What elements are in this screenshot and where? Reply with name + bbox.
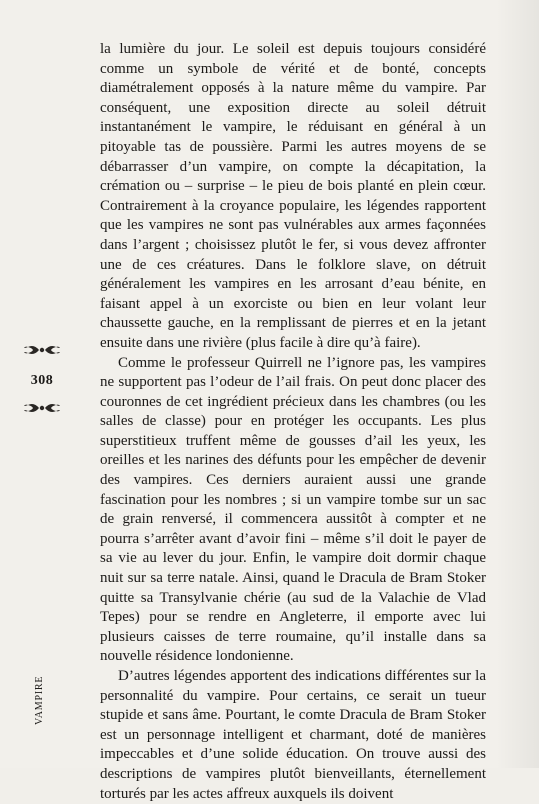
running-head: VAMPIRE: [34, 675, 45, 725]
paragraph-2: Comme le professeur Quirrell ne l’ignore pas, les vampires ne supportent pas l’odeur de l’ail frais. On peut donc placer des couronnes de cet ingrédient précieux dans les chambres (ou les salles de classe) pour en protéger les occupants. Les plus superstitieux truffent même de gousses d’ail les yeux, les oreilles et les narines des défunts pour les empêcher de devenir des vampires. Ces derniers auraient aussi une grande fascination pour les nombres ; si un vampire tombe sur un sac de grain renversé, il commencera aussitôt à compter et ne pourra s’arrêter avant d’avoir fini – même s’il doit le payer de sa vie au lever du jour. Enfin, le vampire doit dormir chaque nuit sur sa terre natale. Ainsi, quand le Dracula de Bram Stoker quitte sa Transylvanie chérie (au sud de la Valachie de Vlad Tepes) pour se rendre en Angleterre, il emporte avec lui plusieurs caisses de terre roumaine, qu’il installe dans sa nouvelle résidence londonienne.: [100, 354, 486, 665]
paragraph-1: la lumière du jour. Le soleil est depuis toujours considéré comme un symbole de vérité et de bonté, concepts diamétralement opposés à la nature même du vampire. Par conséquent, une exposition directe au soleil détruit instantanément le vampire, le réduisant en général à un pitoyable tas de poussière. Parmi les autres moyens de se débarrasser d’un vampire, on compte la décapitation, la crémation ou – surprise – le pieu de bois planté en plein cœur. Contrairement à la croyance populaire, les légendes rapportent que les vampires ne sont pas vulnérables aux armes façonnées dans l’argent ; choisissez plutôt le fer, si vous devez affronter une de ces créatures. Dans le folklore slave, on détruit généralement les vampires en les arrosant d’eau bénite, en faisant appel à un exorciste ou bien en leur volant leur chaussette gauche, en la remplissant de pierres et en la jetant ensuite dans une rivière (plus facile à dire qu’à faire).: [100, 41, 486, 351]
floral-fleuron-icon: [22, 400, 62, 416]
body-text: [100, 40, 486, 804]
paragraph-3: D’autres légendes apportent des indications différentes sur la personnalité du vampire. Pour certains, ce serait un tueur stupide et sans âme. Pourtant, le comte Dracula de Bram Stoker est un personnage intelligent et charmant, doté de manières impeccables et d’une solide éducation. On trouve aussi des descriptions de vampires plutôt bienveillants, éternellement torturés par les actes affreux auxquels ils doivent: [100, 668, 486, 802]
page-number: 308: [30, 373, 54, 388]
floral-fleuron-icon: [22, 342, 62, 358]
